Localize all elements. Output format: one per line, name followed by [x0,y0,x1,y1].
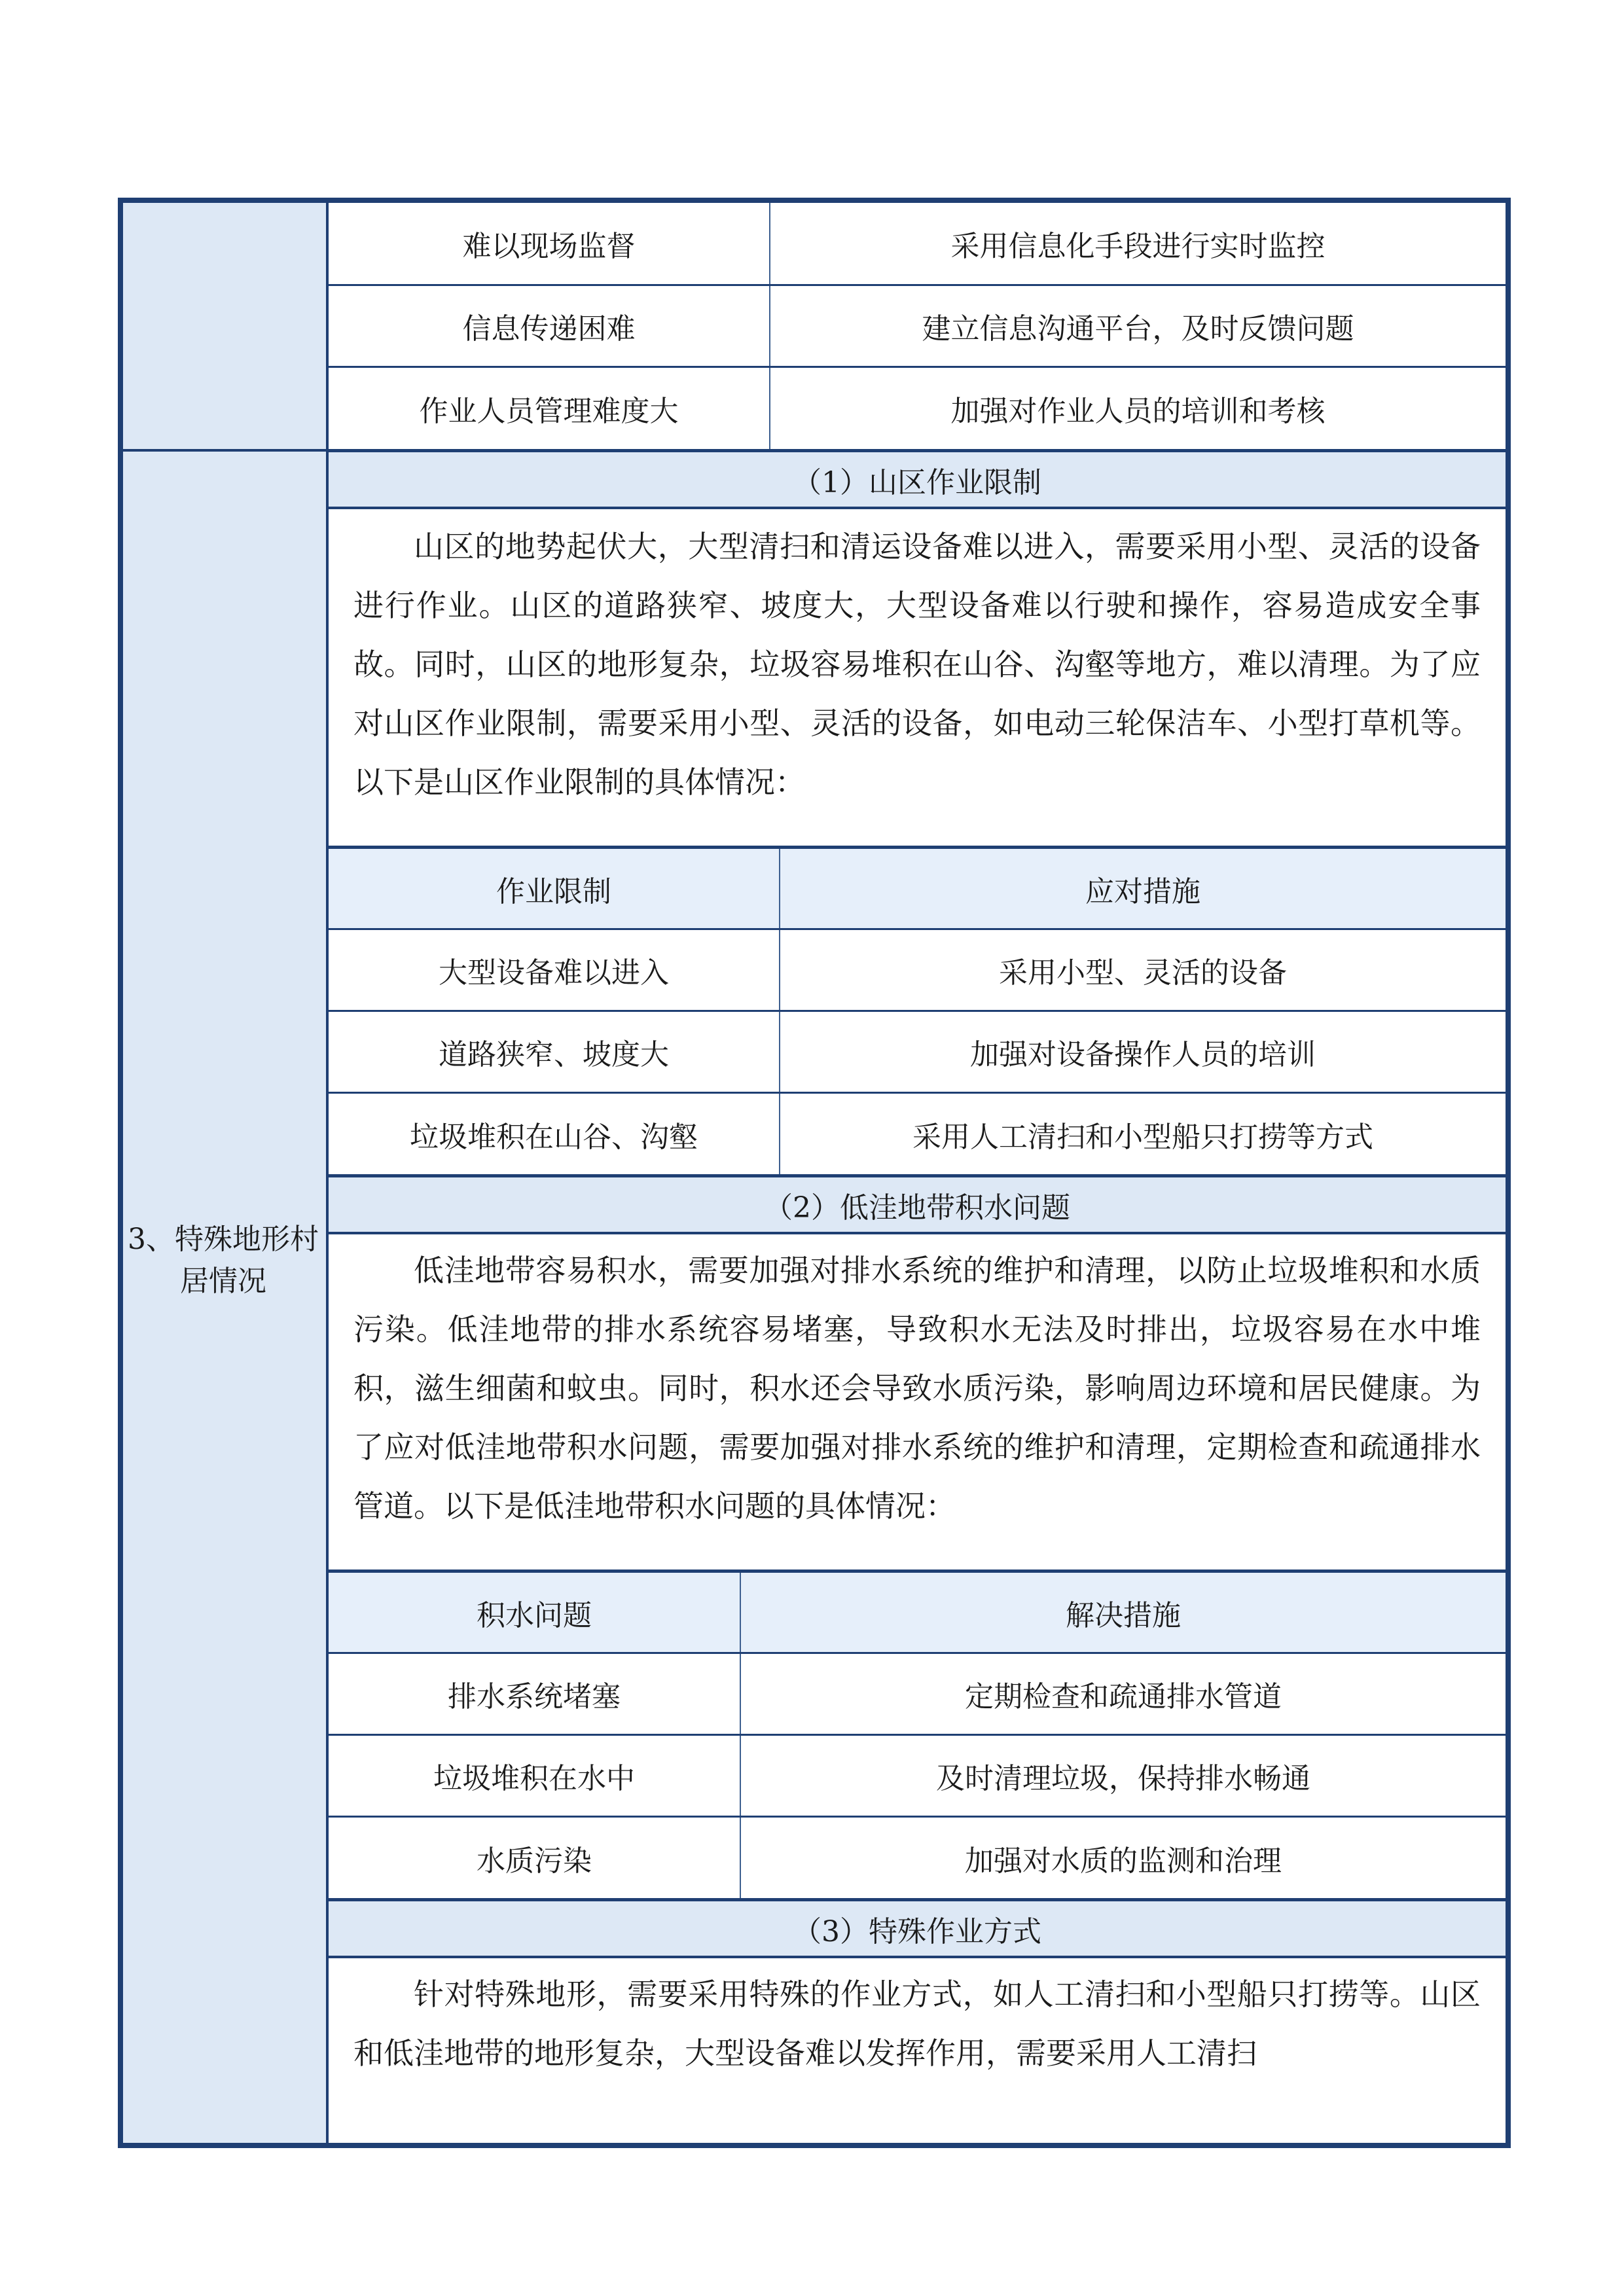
table-row [329,366,1506,449]
section1-heading: （1）山区作业限制 [329,449,1506,509]
content-table [118,198,1511,2148]
table-cell: 道路狭窄、坡度大 [329,1012,780,1092]
section3-paragraph: 针对特殊地形，需要采用特殊的作业方式，如人工清扫和小型船只打捞等。山区和低洼地带的地形复杂，大型设备难以发挥作用，需要采用人工清扫 [353,1977,1481,2071]
table-cell: 加强对设备操作人员的培训 [970,1038,1316,1071]
table-cell: 排水系统堵塞 [329,1654,741,1734]
table-row [329,1816,1506,1898]
column-header: 应对措施 [1085,874,1200,908]
section-sidebar [123,203,329,2143]
problem-cell: 难以现场监督 [329,203,770,284]
table-cell: 采用人工清扫和小型船只打捞等方式 [912,1120,1373,1154]
column-header: 积水问题 [329,1573,741,1652]
problem-cell: 信息传递困难 [329,286,770,366]
table-row [329,1734,1506,1816]
table-cell: 大型设备难以进入 [329,930,780,1010]
table-row [329,1010,1506,1092]
problem-cell: 作业人员管理难度大 [329,368,770,449]
table-cell: 及时清理垃圾，保持排水畅通 [936,1762,1310,1795]
table-cell: 垃圾堆积在山谷、沟壑 [329,1094,780,1174]
section3-heading: （3）特殊作业方式 [329,1898,1506,1958]
section-label: 3、特殊地形村居情况 [128,1223,319,1298]
table-cell: 垃圾堆积在水中 [329,1736,741,1816]
measure-cell: 采用信息化手段进行实时监控 [950,230,1326,263]
measure-cell: 建立信息沟通平台，及时反馈问题 [922,312,1354,346]
column-header: 解决措施 [1066,1598,1181,1632]
section2-paragraph: 低洼地带容易积水，需要加强对排水系统的维护和清理，以防止垃圾堆积和水质污染。低洼地带的排水系统容易堵塞，导致积水无法及时排出，垃圾容易在水中堆积，滋生细菌和蚊虫。同时，积水还会导致水质污染，影响周边环境和居民健康。为了应对低洼地带积水问题，需要加强对排水系统的维护和清理，定期检查和疏通排水管道。以下是低洼地带积水问题的具体情况： [353,1253,1481,1524]
section2-heading: （2）低洼地带积水问题 [329,1174,1506,1234]
section1-paragraph: 山区的地势起伏大，大型清扫和清运设备难以进入，需要采用小型、灵活的设备进行作业。山区的道路狭窄、坡度大，大型设备难以行驶和操作，容易造成安全事故。同时，山区的地形复杂，垃圾容易堆积在山谷、沟壑等地方，难以清理。为了应对山区作业限制，需要采用小型、灵活的设备，如电动三轮保洁车、小型打草机等。以下是山区作业限制的具体情况： [353,529,1481,800]
table-row [329,1652,1506,1734]
column-header: 作业限制 [329,849,780,928]
table-header-row [329,846,1506,928]
table-cell: 采用小型、灵活的设备 [999,956,1287,990]
table-row [329,203,1506,284]
measure-cell: 加强对作业人员的培训和考核 [950,395,1326,428]
table-row [329,284,1506,366]
table-row [329,1092,1506,1174]
section-main [329,203,1506,2143]
table-cell: 加强对水质的监测和治理 [965,1844,1282,1878]
sidebar-divider [123,449,329,452]
table-cell: 定期检查和疏通排水管道 [965,1680,1282,1713]
table-cell: 水质污染 [329,1818,741,1898]
table-row [329,928,1506,1010]
table-header-row [329,1570,1506,1652]
